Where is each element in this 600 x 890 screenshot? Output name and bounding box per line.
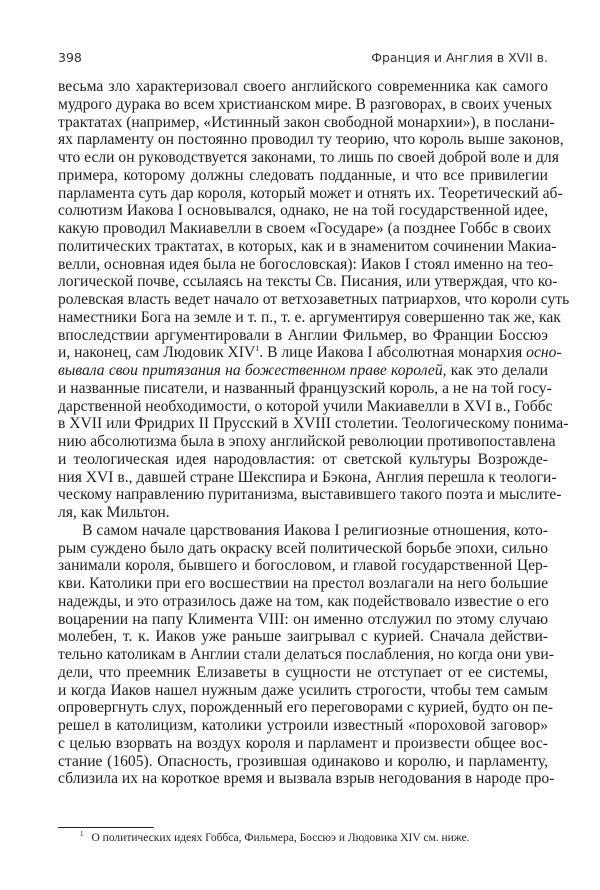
footnote-divider: [58, 827, 154, 828]
text-segment: какую проводил Макиавелли в своем «Государе» (а позднее Гоббс в своих: [58, 220, 552, 237]
text-line: [58, 575, 548, 593]
page-number: 398: [58, 50, 82, 65]
text-line: [58, 308, 561, 327]
text-segment: надежды, и это отразилось даже на том, как подействовало известие о его: [58, 592, 549, 610]
text-line: [58, 717, 548, 735]
text-line: [58, 593, 548, 611]
text-line: [58, 504, 548, 522]
text-segment: солютизм Иакова I основывался, однако, не на той государственной идее,: [58, 202, 548, 220]
text-segment: ролевская власть ведет начало от ветхозаветных патриархов, что короли суть: [58, 291, 570, 308]
text-segment: рым суждено было дать окраску всей политической борьбе эпохи, сильно: [58, 539, 548, 557]
text-segment: что если он руководствуется законами, то лишь по своей доброй воле и для: [58, 149, 559, 166]
text-segment: В самом начале царствования Иакова I религиозные отношения, кото-: [82, 521, 548, 539]
text-line: [58, 220, 552, 238]
text-line: [58, 291, 570, 309]
footnote-reference: 1: [255, 344, 260, 354]
text-segment: и названные писатели, и названный французский король, а не на той госу-: [58, 379, 552, 397]
paragraph: [58, 78, 570, 522]
text-segment: в XVII или Фридрих II Прусский в XVIII столетии. Теологическому понима-: [58, 415, 569, 433]
text-line: [58, 255, 554, 274]
text-segment: ля, как Мильтон.: [58, 504, 170, 521]
text-segment: с целью взорвать на воздух короля и парламент и произвести общее вос-: [58, 734, 548, 752]
text-line: [58, 113, 555, 132]
running-title: Франция и Англия в XVII в.: [371, 50, 548, 65]
text-segment: сблизила их на короткое время и вызвала взрыв негодования в народе про-: [58, 770, 555, 788]
text-segment: нию абсолютизма была в эпоху английской революции противопоставлена: [58, 433, 556, 450]
text-segment: кви. Католики при его восшествии на престол возлагали на него большие: [58, 575, 548, 592]
text-segment: стание (1605). Опасность, грозившая одинаково и королю, и парламенту,: [58, 752, 548, 770]
footnote-text: О политических идеях Гоббса, Фильмера, Боссюэ и Людовика XIV см. ниже.: [91, 832, 470, 844]
text-segment: весьма зло характеризовал своего английского современника как самого: [58, 78, 548, 95]
text-segment: мудрого дурака во всем христианском мире. В разговорах, в своих ученых: [58, 95, 553, 113]
text-line: [58, 682, 548, 700]
page-header: [58, 50, 548, 68]
text-line: [58, 362, 548, 380]
text-line: [58, 557, 548, 575]
text-line: [58, 611, 548, 629]
text-line: [58, 646, 554, 664]
text-segment: решел в католицизм, католики устроили известный «пороховой заговор»: [58, 717, 548, 734]
text-line: [58, 415, 569, 433]
text-segment: ческому направлению пуританизма, выставившего такого поэта и мыслите-: [58, 486, 562, 504]
text-line: [58, 522, 548, 540]
paragraph: [58, 521, 555, 788]
text-segment: дели, что преемник Елизаветы в сущности не отступает от ее системы,: [58, 663, 548, 681]
text-segment: наместники Бога на земле и т. п., т. е. аргументируя совершенно так же, как: [58, 308, 561, 326]
text-segment: трактатах (например, «Истинный закон свободной монархии»), в послани-: [58, 113, 555, 131]
text-line: [58, 735, 548, 753]
text-line: [58, 273, 558, 291]
text-line: [58, 628, 548, 646]
text-line: [58, 131, 564, 149]
text-segment: впоследствии аргументировали в Англии Фильмер, во Франции Боссюэ: [58, 326, 548, 344]
text-segment: тельно католикам в Англии стали делаться послабления, но когда они уви-: [58, 646, 554, 663]
text-segment: и, наконец, сам Людовик XIV: [58, 344, 256, 362]
text-segment: воцарении на папу Климента VIII: он именно отслужил по этому случаю: [58, 610, 548, 628]
text-line: [58, 486, 562, 504]
text-line: [58, 95, 553, 114]
text-segment: . В лице Иакова I абсолютная монархия: [259, 344, 527, 362]
text-line: [58, 149, 559, 167]
text-segment: молебен, т. к. Иаков уже раньше заигрывал с курией. Сначала действи-: [58, 628, 548, 646]
text-line: [58, 540, 548, 558]
text-segment: ния XVI в., давшей стране Шекспира и Бэкона, Англия перешла к теологи-: [58, 468, 557, 486]
italic-text: осно-: [526, 344, 562, 362]
text-segment: парламента суть дар короля, который может и отнять их. Теоретический аб-: [58, 184, 563, 202]
text-segment: и теологическая идея народовластия: от светской культуры Возрожде-: [58, 450, 548, 468]
text-segment: и когда Иаков нашел нужным даже усилить строгости, чтобы тем самым: [58, 681, 548, 699]
text-segment: политических трактатах, в которых, как и в знаменитом сочинении Макиа-: [58, 237, 557, 255]
text-line: [58, 699, 553, 717]
body-text: [58, 78, 570, 788]
text-line: [58, 451, 548, 469]
text-line: [58, 397, 553, 416]
text-line: [58, 202, 548, 220]
text-line: [58, 237, 557, 256]
text-line: [58, 664, 548, 682]
text-segment: , как это делали: [442, 362, 548, 379]
text-segment: велли, основная идея была не богословская): Иаков I стоял именно на тео-: [58, 255, 554, 273]
text-line: [58, 379, 552, 398]
text-segment: ях парламенту он постоянно проводил ту теорию, что король выше законов,: [58, 131, 564, 149]
text-segment: опровергнуть слух, порожденный его переговорами с курией, будто он пе-: [58, 699, 553, 717]
text-segment: занимали короля, бывшего и богословом, и главой государственной Цер-: [58, 557, 548, 575]
footnote: [80, 832, 470, 844]
text-segment: логической почве, ссылаясь на тексты Св. Писания, или утверждая, что ко-: [58, 273, 558, 291]
text-line: [58, 327, 548, 345]
text-line: [58, 167, 548, 185]
text-line: [58, 78, 548, 96]
italic-text: вывала свои притязания на божественном праве королей: [58, 362, 443, 379]
text-line: [58, 184, 563, 203]
footnote-marker: 1: [80, 830, 84, 838]
text-line: [58, 344, 562, 362]
text-segment: дарственной необходимости, о которой учили Макиавелли в XVI в., Гоббс: [58, 397, 553, 415]
text-line: [58, 753, 548, 771]
text-line: [58, 770, 555, 788]
text-line: [58, 468, 557, 487]
text-segment: примера, которому должны следовать подданные, и что все привилегии: [58, 166, 548, 184]
text-line: [58, 433, 556, 451]
